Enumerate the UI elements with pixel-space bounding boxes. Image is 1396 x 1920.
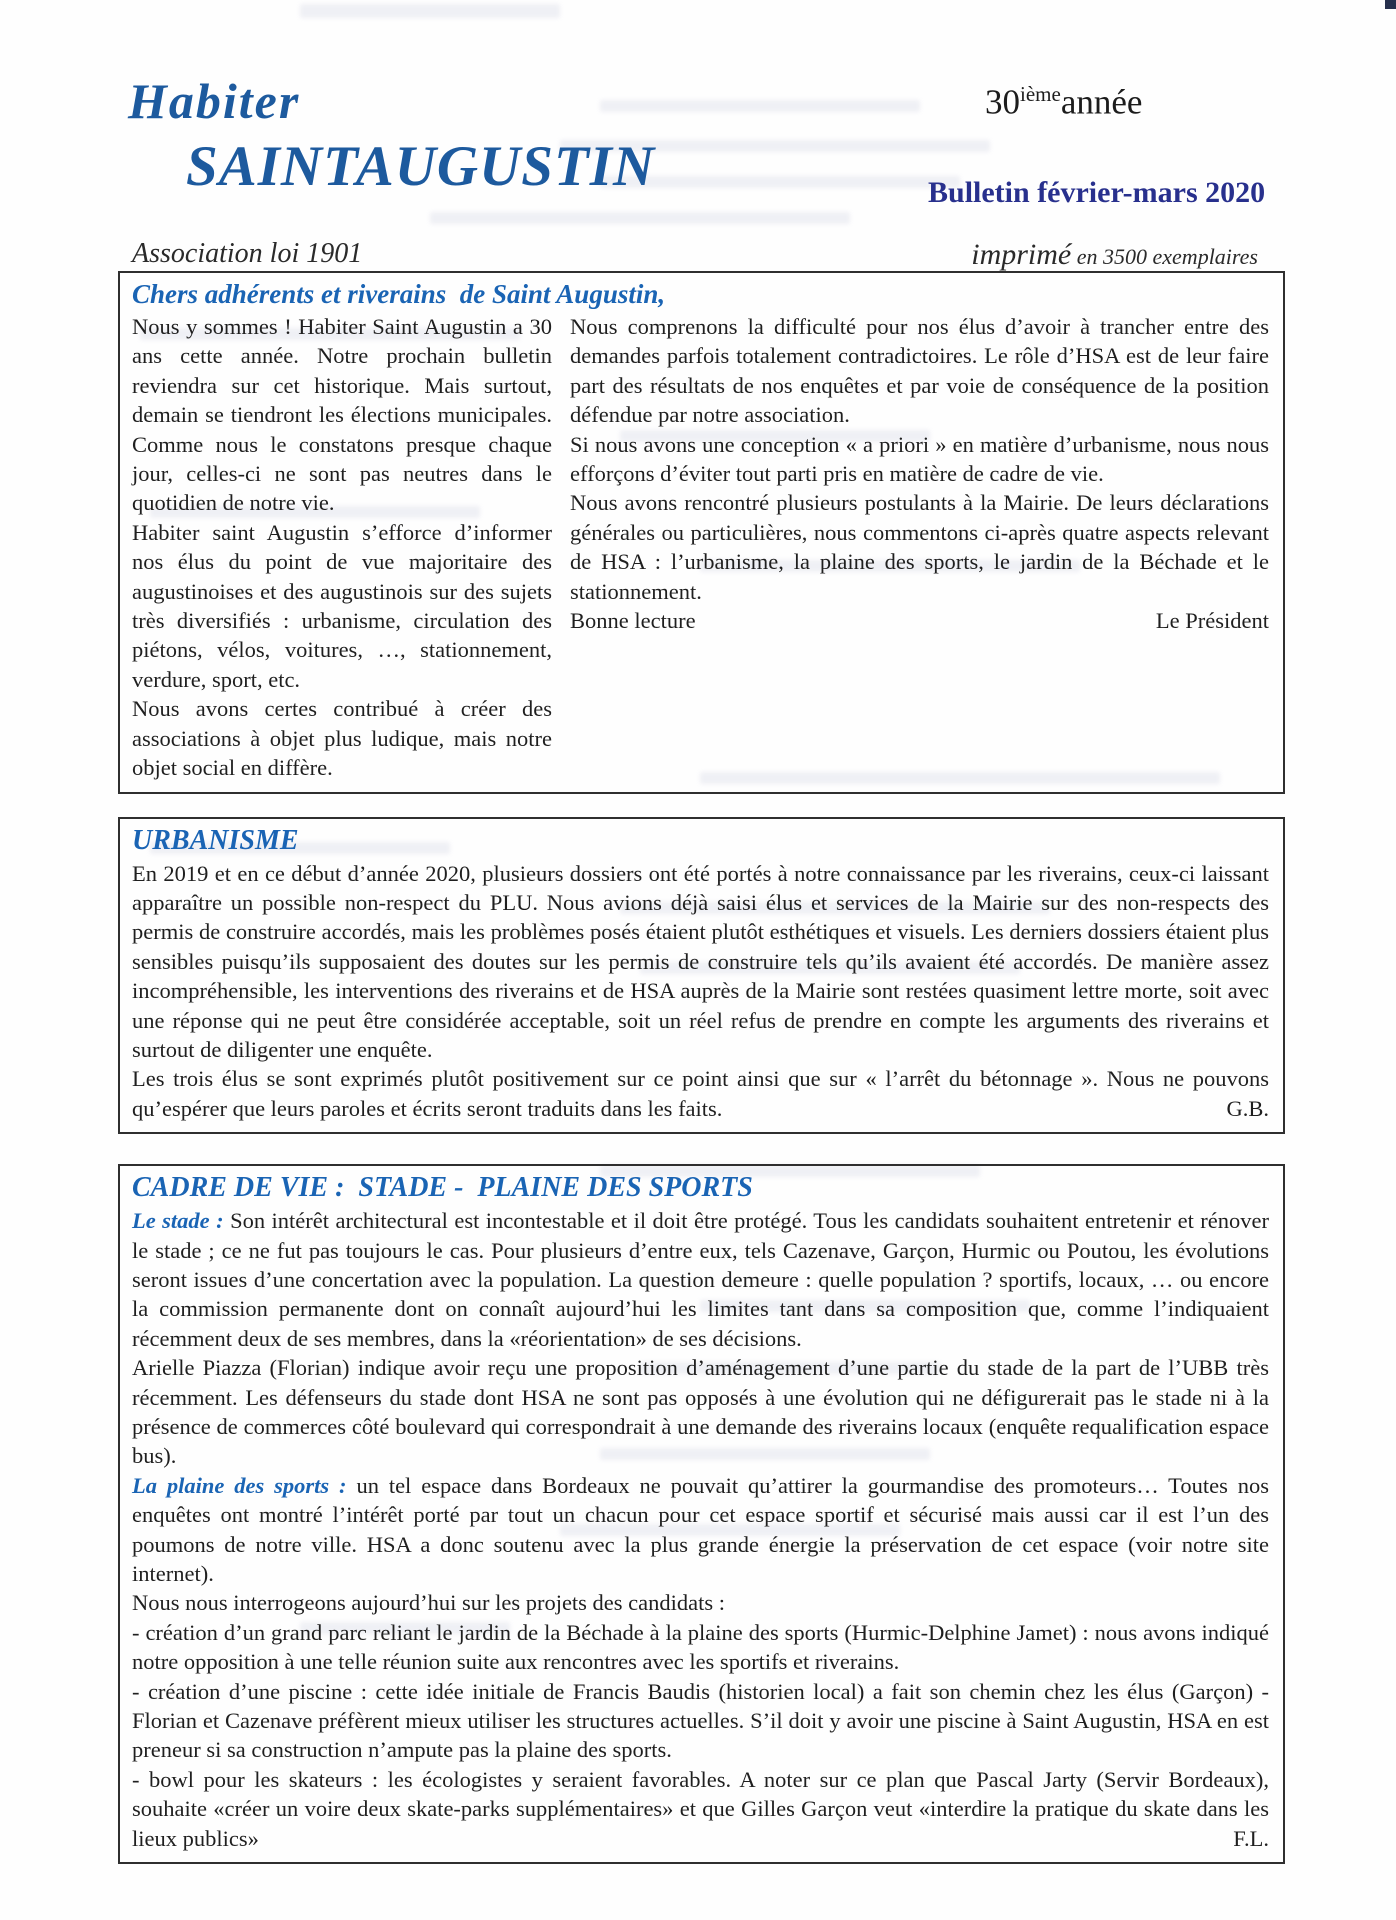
plaine-text: un tel espace dans Bordeaux ne pouvait qu’attirer la gourmandise des promoteurs… Toutes nos enquêtes ont montré l’intérêt porté par tout un chacun pour cet espace sportif et sécurisé mais aussi car il est l’un des poumons de notre ville. HSA a donc soutenu avec la plus grande énergie la préservation de cet espace (voir notre site internet). [132,1472,1269,1587]
candidates-intro: Nous nous interrogeons aujourd’hui sur les projets des candidats : [132,1590,726,1616]
stade-paragraph: Arielle Piazza (Florian) indique avoir reçu une proposition d’aménagement d’une partie du stade de la part de l’UBB très récemment. Les défenseurs du stade dont HSA ne sont pas opposés à une évolution qui ne défigurerait pas le stade ni à la présence de commerces côté boulevard qui correspondrait à une demande des riverains locaux (enquête requalification espace bus). [132,1355,1269,1469]
urbanisme-box [118,817,1285,1135]
candidate-project-item [132,1765,1269,1853]
stade-lead-label: Le stade : [132,1208,224,1234]
closing-greeting: Bonne lecture [570,608,696,634]
editorial-left-column [132,312,552,783]
plaine-paragraph [132,1471,1269,1589]
cadre-section-title: CADRE DE VIE : STADE - PLAINE DES SPORTS [132,1172,753,1204]
editorial-box [118,271,1285,794]
bulletin-date-label: Bulletin février-mars 2020 [928,176,1266,209]
articles-container [118,271,1285,1864]
editorial-columns [132,312,1269,783]
stade-paragraph [132,1206,1269,1353]
print-run-label [971,238,1258,272]
urbanisme-paragraph [132,1064,1269,1123]
editorial-paragraph: Nous avons certes contribué à créer des associations à objet plus ludique, mais notre objet social en diffère. [132,696,552,781]
candidate-project-item: - création d’une piscine : cette idée initiale de Francis Baudis (historien local) a fait son chemin chez les élus (Garçon) - Florian et Cazenave préfèrent mieux utiliser les structures actuelles. S’il doit y avoir une piscine à Saint Augustin, HSA en est preneur si sa construction n’ampute pas la plaine des sports. [132,1678,1269,1763]
plaine-lead-label: La plaine des sports : [132,1472,347,1498]
newsletter-title-line1: Habiter [128,73,301,129]
candidate-project-item: - création d’un grand parc reliant le jardin de la Béchade à la plaine des sports (Hurmic-Delphine Jamet) : nous avons indiqué notre opposition à une telle réunion suite aux rencontres avec les sportifs et riverains. [132,1619,1269,1675]
edition-year-label [985,82,1142,123]
stade-text: Son intérêt architectural est incontestable et il doit être protégé. Tous les candidats souhaitent entretenir et rénover le stade ; ce ne fut pas toujours le cas. Pour plusieurs d’entre eux, tels Cazenave, Garçon, Hurmic ou Poutou, les évolutions seront issues d’une concertation avec la population. La question demeure : quelle population ? sportifs, locaux, … ou encore la commission permanente dont on connaît aujourd’hui les limites tant dans sa composition que, comme l’indiquaient récemment deux de ses membres, dans la «réorientation» de ses décisions. [132,1208,1270,1351]
author-initials-fl: F.L. [1233,1825,1269,1851]
author-initials-gb: G.B. [1226,1095,1269,1121]
editorial-greeting: Chers adhérents et riverains de Saint Augustin, [132,279,666,309]
editorial-paragraph: Nous y sommes ! Habiter Saint Augustin a 30 ans cette année. Notre prochain bulletin reviendra sur cet historique. Mais surtout, demain se tiendront les élections municipales. Comme nous le constatons presque chaque jour, celles-ci ne sont pas neutres dans le quotidien de notre vie. [132,314,552,516]
bleed-through-artifact [300,4,560,18]
editorial-closing-line [570,606,1269,635]
candidate-project-text: - bowl pour les skateurs : les écologistes y seraient favorables. A noter sur ce plan que Pascal Jarty (Servir Bordeaux), souhaite «créer un voire deux skate-parks supplémentaires» et que Gilles Garçon veut «interdire la pratique du skate dans les lieux publics» [132,1766,1269,1851]
printed-word: imprimé [971,238,1072,271]
editorial-paragraph: Si nous avons une conception « a priori » en matière d’urbanisme, nous nous efforçons d’éviter tout parti pris en matière de cadre de vie. [570,431,1269,487]
bleed-through-artifact [600,100,920,112]
editorial-paragraph: Nous avons rencontré plusieurs postulants à la Mairie. De leurs déclarations générales ou particulières, nous commentons ci-après quatre aspects relevant de HSA : l’urbanisme, la plaine des sports, le jardin de la Béchade et le stationnement. [570,490,1269,604]
editorial-right-column [570,312,1269,783]
president-signature: Le Président [1155,608,1269,634]
urbanisme-paragraph-text: Les trois élus se sont exprimés plutôt positivement sur ce point ainsi que sur « l’arrêt du bétonnage ». Nous ne pouvons qu’espérer que leurs paroles et écrits seront traduits dans les faits. [132,1066,1269,1121]
printed-copies: en 3500 exemplaires [1071,244,1258,269]
editorial-paragraph: Habiter saint Augustin s’efforce d’informer nos élus du point de vue majoritaire des augustinoises et des augustinois sur des sujets très diversifiés : urbanisme, circulation des piétons, vélos, voitures, …, stationnement, verdure, sport, etc. [132,519,552,692]
bleed-through-artifact [430,212,850,224]
year-word: année [1060,82,1143,122]
editorial-paragraph: Nous comprenons la difficulté pour nos élus d’avoir à trancher entre des demandes parfois totalement contradictoires. Le rôle d’HSA est de leur faire part des résultats de nos enquêtes et par voie de conséquence de la position défendue par notre association. [570,314,1269,428]
urbanisme-section-title: URBANISME [132,824,299,856]
association-label: Association loi 1901 [132,238,363,269]
newsletter-title-line2: SAINTAUGUSTIN [186,135,656,198]
urbanisme-paragraph: En 2019 et en ce début d’année 2020, plusieurs dossiers ont été portés à notre connaissance par les riverains, ceux-ci laissant apparaître un possible non-respect du PLU. Nous avions déjà saisi élus et services de la Mairie sur des non-respects des permis de construire accordés, mais les problèmes posés étaient plutôt esthétiques et visuels. Les derniers dossiers étaient plus sensibles puisqu’ils supposaient des doutes sur les permis de construire tels qu’ils avaient été accordés. De manière assez incompréhensible, les interventions des riverains et de HSA auprès de la Mairie sont restées quasiment lettre morte, soit avec une réponse qui ne peut être considérée acceptable, soit un réel refus de prendre en compte les arguments des riverains et surtout de diligenter une enquête. [132,860,1269,1062]
year-ordinal-suffix: ième [1020,82,1061,106]
cadre-de-vie-box [118,1164,1285,1864]
year-number: 30 [985,82,1020,122]
scan-corner-artifact [1385,0,1396,9]
